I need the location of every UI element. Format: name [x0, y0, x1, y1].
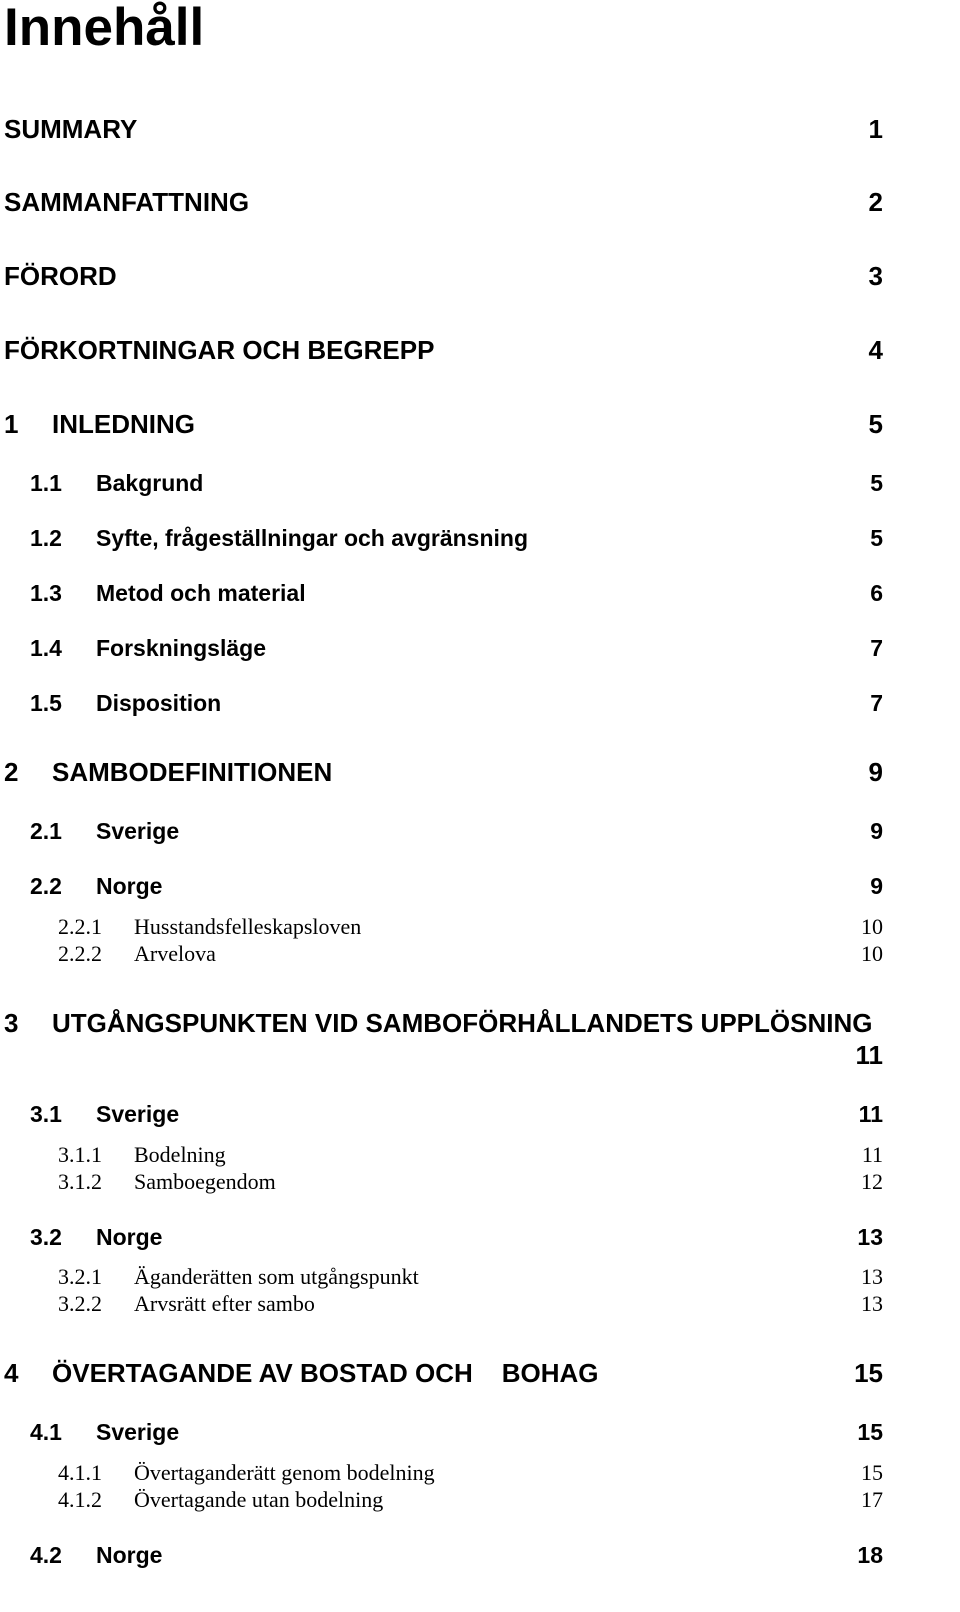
toc-page-number: 15: [861, 1460, 883, 1485]
toc-number: 1.1: [30, 470, 62, 496]
toc-number: 2.1: [30, 818, 62, 844]
toc-label: Norge: [96, 1224, 163, 1250]
toc-page-number: 7: [870, 690, 883, 716]
toc-number: 3.1.2: [58, 1169, 102, 1194]
toc-page-number: 15: [854, 1358, 883, 1388]
toc-number: 1.4: [30, 635, 62, 661]
toc-label: Arvelova: [134, 941, 216, 966]
toc-number: 4.1: [30, 1419, 62, 1445]
toc-page-number: 15: [857, 1419, 883, 1445]
toc-page-number: 12: [861, 1169, 883, 1194]
toc-number: 1.3: [30, 580, 62, 606]
toc-number: 4: [4, 1358, 19, 1388]
toc-page-number: 5: [870, 470, 883, 496]
toc-number: 2: [4, 757, 19, 787]
page-title: Innehåll: [4, 0, 205, 57]
toc-number: 1.2: [30, 525, 62, 551]
toc-number: 4.1.1: [58, 1460, 102, 1485]
toc-label: ÖVERTAGANDE AV BOSTAD OCH BOHAG: [52, 1358, 599, 1388]
toc-number: 2.2.2: [58, 941, 102, 966]
toc-number: 3.1.1: [58, 1142, 102, 1167]
toc-number: 1: [4, 409, 19, 439]
toc-page-number: 3: [868, 261, 883, 291]
toc-label: Syfte, frågeställningar och avgränsning: [96, 525, 528, 551]
toc-label: SAMBODEFINITIONEN: [52, 757, 333, 787]
toc-page-number: 13: [861, 1264, 883, 1289]
toc-page-number: 11: [858, 1101, 883, 1127]
toc-page-number: 17: [861, 1487, 883, 1512]
toc-number: 2.2.1: [58, 914, 102, 939]
toc-page-number: 13: [861, 1291, 883, 1316]
toc-label: FÖRKORTNINGAR OCH BEGREPP: [4, 335, 435, 365]
toc-page-number: 9: [868, 757, 883, 787]
toc-label: Sverige: [96, 1101, 180, 1127]
toc-page-number: 13: [857, 1224, 883, 1250]
toc-number: 4.1.2: [58, 1487, 102, 1512]
toc-page-number: 10: [861, 914, 883, 939]
toc-page-number: 11: [861, 1142, 883, 1167]
toc-label: FÖRORD: [4, 261, 117, 291]
toc-page-number: 2: [868, 187, 883, 217]
toc-page-number: 11: [855, 1040, 883, 1070]
toc-label: Bodelning: [134, 1142, 226, 1167]
toc-number: 3.2: [30, 1224, 62, 1250]
toc-number: 4.2: [30, 1542, 62, 1568]
toc-label: Bakgrund: [96, 470, 204, 496]
toc-page-number: 4: [868, 335, 883, 365]
toc-label: UTGÅNGSPUNKTEN VID SAMBOFÖRHÅLLANDETS UPPLÖSNING: [52, 1008, 873, 1038]
toc-label: Övertaganderätt genom bodelning: [134, 1460, 435, 1485]
toc-number: 3: [4, 1008, 19, 1038]
toc-label: Husstandsfelleskapsloven: [134, 914, 362, 939]
toc-label: Metod och material: [96, 580, 306, 606]
toc-page-number: 7: [870, 635, 883, 661]
toc-number: 3.2.1: [58, 1264, 102, 1289]
toc-label: Forskningsläge: [96, 635, 266, 661]
toc-page-number: 5: [870, 525, 883, 551]
toc-label: Samboegendom: [134, 1169, 276, 1194]
toc-number: 3.2.2: [58, 1291, 102, 1316]
toc-label: Arvsrätt efter sambo: [134, 1291, 315, 1316]
toc-number: 1.5: [30, 690, 62, 716]
toc-label: Sverige: [96, 1419, 180, 1445]
toc-page-number: 9: [870, 873, 883, 899]
toc-label: Norge: [96, 1542, 163, 1568]
toc-page-number: 1: [868, 114, 883, 144]
toc-label: SUMMARY: [4, 114, 138, 144]
toc-page-number: 5: [868, 409, 883, 439]
toc-label: Disposition: [96, 690, 222, 716]
toc-page-number: 6: [870, 580, 883, 606]
toc-number: 2.2: [30, 873, 62, 899]
toc-label: SAMMANFATTNING: [4, 187, 250, 217]
toc-label: Norge: [96, 873, 163, 899]
toc-label: Övertagande utan bodelning: [134, 1487, 384, 1512]
toc-number: 3.1: [30, 1101, 62, 1127]
toc-page-number: 10: [861, 941, 883, 966]
toc-page-number: 18: [857, 1542, 883, 1568]
toc-page-number: 9: [870, 818, 883, 844]
toc-label: Äganderätten som utgångspunkt: [134, 1264, 419, 1289]
toc-label: Sverige: [96, 818, 180, 844]
toc-label: INLEDNING: [52, 409, 195, 439]
